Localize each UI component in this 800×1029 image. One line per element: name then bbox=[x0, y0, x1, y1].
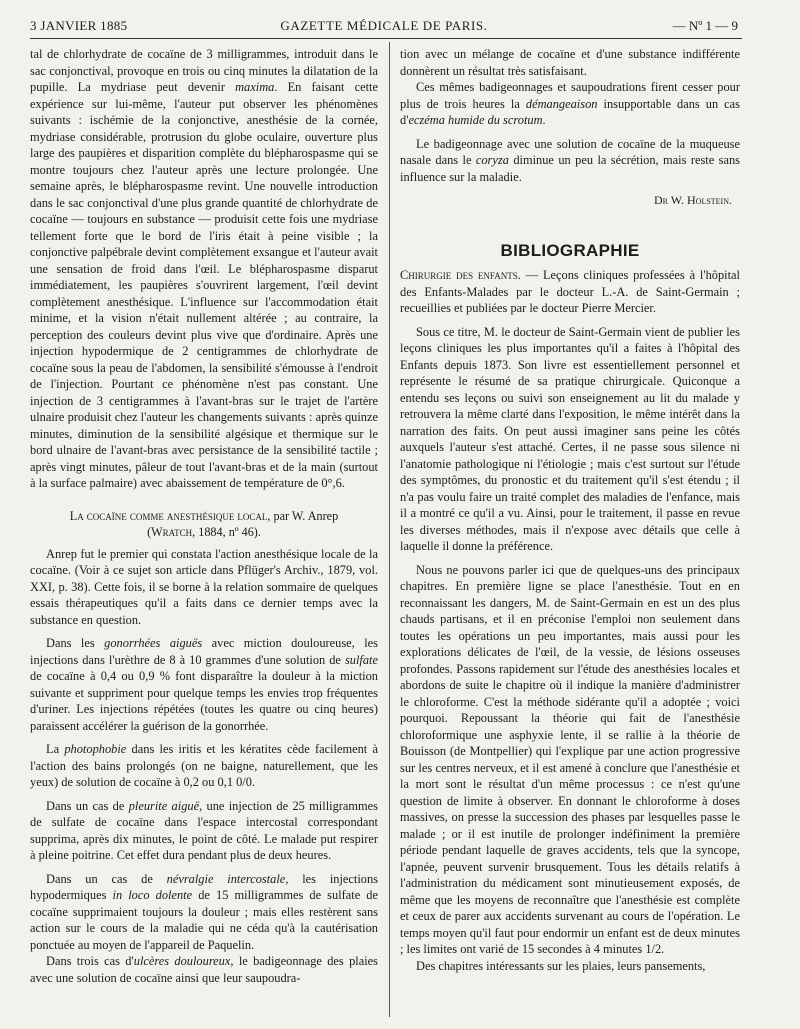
header-rule bbox=[30, 38, 742, 39]
issue-date: 3 JANVIER 1885 bbox=[30, 18, 128, 33]
paragraph-nevralgie: Dans un cas de névralgie intercostale, les injections hypodermiques in loco dolente de 15 milligrammes de sulfate de cocaïne supprimaient toujours la douleur ; mais elles restèrent sans action sur le cours de la maladie qui ne céda qu'à la cautérisation ponctuée au moyen de l'appareil de Paquelin. bbox=[30, 871, 378, 952]
bibliographie-heading: BIBLIOGRAPHIE bbox=[500, 240, 640, 260]
book-citation: Chirurgie des enfants. — Leçons cliniques professées à l'hôpital des Enfants-Malades par le docteur L.-A. de Saint-Germain ; recueillies et publiées par le docteur Pierre Mercier. bbox=[400, 268, 740, 315]
issue-page-number: — Nº 1 — 9 bbox=[672, 18, 738, 33]
right-column bbox=[400, 46, 740, 974]
running-header bbox=[30, 14, 738, 38]
paragraph-review: Sous ce titre, M. le docteur de Saint-Germain vient de publier les leçons cliniques les plus importantes qu'il a faites à l'hôpital des Enfants depuis 1873. Son livre est essentiellement personnel et représente le résumé de sa pratique chirurgicale. Quiconque a entendu ses leçons ou suivi son enseignement au lit du malade y retrouvera la même clarté dans l'exposition, le même intérêt dans la narration des faits. On peut aussi imaginer sans peine les côtés auxquels l'auteur s'est attaché. Certes, il ne passe sous silence ni l'anatomie pathologique ni l'étiologie ; mais c'est surtout sur l'étude des symptômes, du pronostic et du traitement qu'il s'est étendu ; il n'a pas voulu faire un traité complet des maladies de l'enfance, mais il a montré ce qu'il a vu. Ainsi, pour le traitement, il passe en revue les diverses méthodes, mais il n'expose avec détails que celle à laquelle il donne la préférence. bbox=[400, 324, 740, 553]
article-title-anrep: La cocaïne comme anesthésique local, par W. Anrep (Wratch, 1884, nº 46). bbox=[69, 508, 339, 539]
paragraph-continued: tal de chlorhydrate de cocaïne de 3 milligrammes, introduit dans le sac conjonctival, provoque en trois ou cinq minutes la dilatation de la pupille. La mydriase peut devenir maxima. En faisant cette expérience sur lui-même, l'auteur put observer les phénomènes suivants : ischémie de la conjonctive, anesthésie de la cornée, mydriase considérable, protrusion du globe oculaire, ouverture plus large des paupières et disparition complète du blépharospasme qui se montre toujours chez l'auteur après une lecture prolongée. Une semaine après, le blépharospasme revint. Une nouvelle introduction dans le sac conjonctival d'une plus grande quantité de chlorhydrate de cocaïne — toujours en substance — produisit cette fois une mydriase tellement forte que le bord de l'iris était à peine visible ; la conjonctive palpébrale devint complètement exsangue et l'auteur avait une sensation de froid dans l'œil. Le blépharospasme disparut immédiatement, les paupières s'ouvrirent largement, l'œil devint complètement anesthésique. L'influence sur l'accommodation était minime, et la vision n'était nullement altérée ; au contraire, la perception des couleurs devint plus vive que d'ordinaire. Après une injection hypodermique de 2 centigrammes de chlorhydrate de cocaïne sous la peau de l'abdomen, la sensibilité s'émousse à l'endroit de l'injection. Pourtant ce phénomène n'est pas constant. Une injection de 3 centigrammes à l'avant-bras sur le trajet de l'artère ulnaire produisit chez l'auteur les changements suivants : après quinze minutes, diminution de la sensibilité algésique et thermique sur le bord ulnaire de l'avant-bras avec persistance de la sensibilité tactile ; après vingt minutes, pâleur de tout l'avant-bras et de la main (surtout à la surface palmaire) avec abaissement de température de 0°,6. bbox=[30, 47, 378, 490]
left-column bbox=[30, 46, 378, 986]
paragraph-ulceres: Dans trois cas d'ulcères douloureux, le badigeonnage des plaies avec une solution de cocaïne ainsi que leur saupoudra- bbox=[30, 954, 378, 985]
paragraph-anesthesie: Nous ne pouvons parler ici que de quelques-uns des principaux chapitres. En première ligne se place l'anesthésie. Tout en en reconnaissant les dangers, M. de Saint-Germain en est un des plus chauds partisans, et il en préconise l'emploi non seulement dans toutes les opérations un peu importantes, mais aussi pour les explorations délicates de l'œil, de la vessie, de lésions osseuses profondes. Passons rapidement sur l'étude des anesthésies locales et abordons de suite le chapitre où il indique la manière d'administrer le chloroforme. C'est la méthode sidérante qu'il a adoptée ; voici pourquoi. Repoussant la théorie qui fait de l'anesthésie chloroformique une asphyxie lente, il se rallie à la théorie de Bouisson (de Montpellier) qui l'explique par une action progressive sur les centres nerveux, et il est amené à conclure que l'anesthésie et la mort sont le résultat d'un même processus : ce n'est qu'une question de limite à observer. En donnant le chloroforme à doses massives, on presse la succession des phases par lesquelles passe le malade ; or il est inutile de prolonger indéfiniment la première période pendant laquelle de graves accidents, tels que la syncope, l'apnée, peuvent survenir brusquement. Tous les détails relatifs à l'administration du médicament sont minutieusement exposés, de même que les moyens de reconnaître que l'anesthésie est complète et ceux de parer aux accidents survenant au cours de l'opération. Le temps moyen qu'il faut pour endormir un enfant est de deux minutes ; les limites ont varié de 15 secondes à 4 minutes 1/2. bbox=[400, 562, 740, 956]
paragraph-pleurite: Dans un cas de pleurite aiguë, une injection de 25 milligrammes de sulfate de cocaïne dans l'espace intercostal correspondant supprima, après dix minutes, le point de côté. Le malade put respirer à pleine poitrine. Cet effet dura pendant plus de deux heures. bbox=[30, 798, 378, 862]
paragraph-gonorrhees: Dans les gonorrhées aiguës avec miction douloureuse, les injections dans l'urèthre de 8 à 10 grammes d'une solution de sulfate de cocaïne à 0,4 ou 0,9 % font disparaître la douleur à la miction suivante et suppriment pour quelque temps les envies trop fréquentes d'uriner. Les injections répétées (toutes les quatre ou cinq heures) paraissent accélérer la guérison de la gonorrhée. bbox=[30, 636, 378, 733]
paragraph-coryza: Le badigeonnage avec une solution de cocaïne de la muqueuse nasale dans le coryza diminue un peu la sécrétion, mais reste sans influence sur la maladie. bbox=[400, 136, 740, 184]
paragraph-anrep-intro: Anrep fut le premier qui constata l'action anesthésique locale de la cocaïne. (Voir à ce sujet son article dans Pflüger's Archiv., 1879, vol. XXI, p. 38). Cette fois, il se borne à la relation sommaire de quelques essais thérapeutiques qu'il a faits dans ce dernier temps avec la substance en question. bbox=[30, 546, 378, 627]
paragraph-chapitres: Des chapitres intéressants sur les plaies, leurs pansements, bbox=[416, 958, 706, 973]
journal-title: GAZETTE MÉDICALE DE PARIS. bbox=[280, 18, 488, 33]
paragraph-continued-right: tion avec un mélange de cocaïne et d'une substance indifférente donnèrent un résultat très satisfaisant. bbox=[400, 47, 740, 78]
column-divider bbox=[389, 42, 390, 1017]
author-signature: Dr W. Holstein. bbox=[653, 193, 732, 207]
paragraph-demangeaison: Ces mêmes badigeonnages et saupoudrations firent cesser pour plus de trois heures la démangeaison insupportable dans un cas d'eczéma humide du scrotum. bbox=[400, 80, 741, 127]
paragraph-photophobie: La photophobie dans les iritis et les kératites cède facilement à l'action des bains prolongés (on ne baigne, naturellement, que les yeux) de solution de cocaïne à 0,2 ou 0,1 0/0. bbox=[30, 742, 379, 789]
